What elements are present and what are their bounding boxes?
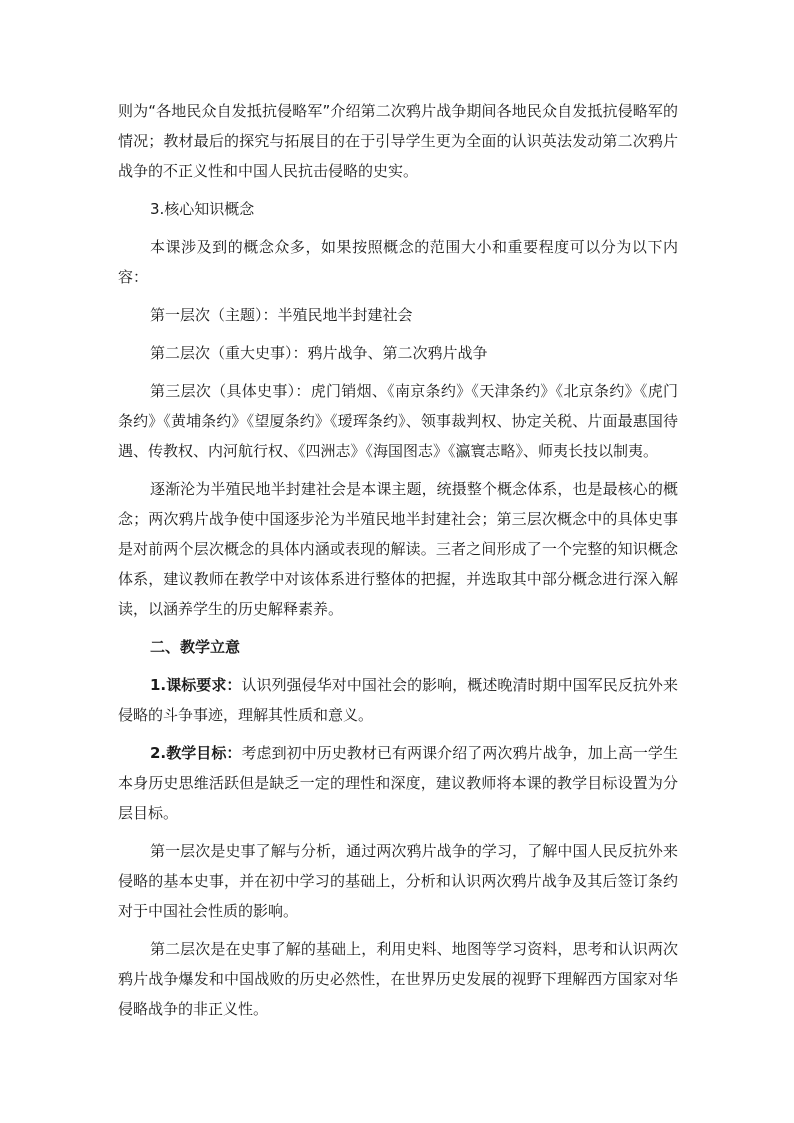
paragraph-curriculum-requirement	[118, 670, 678, 730]
label-teaching-goals: 2.教学目标：	[150, 744, 242, 762]
paragraph-teaching-goals	[118, 738, 678, 828]
paragraph-goal-level-one: 第一层次是史事了解与分析，通过两次鸦片战争的学习，了解中国人民反抗外来侵略的基本史事，并在初中学习的基础上，分析和认识两次鸦片战争及其后签订条约对于中国社会性质的影响。	[118, 842, 678, 920]
section-heading-teaching-intent: 二、教学立意	[150, 638, 241, 656]
paragraph-level-three: 第三层次（具体史事）：虎门销烟、《南京条约》《天津条约》《北京条约》《虎门条约》《黄埔条约》《望厦条约》《瑷珲条约》、领事裁判权、协定关税、片面最惠国待遇、传教权、内河航行权、《四洲志》《海国图志》《瀛寰志略》、师夷长技以制夷。	[118, 382, 678, 460]
section-title-core-concepts: 3.核心知识概念	[150, 200, 255, 218]
paragraph-level-one: 第一层次（主题）：半殖民地半封建社会	[150, 306, 413, 324]
document-body	[118, 96, 678, 1032]
text-curriculum-requirement: 认识列强侵华对中国社会的影响，概述晚清时期中国军民反抗外来侵略的斗争事迹，理解其性质和意义。	[118, 676, 678, 724]
label-curriculum-requirement: 1.课标要求：	[150, 676, 242, 694]
text-teaching-goals: 考虑到初中历史教材已有两课介绍了两次鸦片战争，加上高一学生本身历史思维活跃但是缺乏一定的理性和深度，建议教师将本课的教学目标设置为分层目标。	[118, 744, 678, 822]
paragraph-concepts-overview: 本课涉及到的概念众多，如果按照概念的范围大小和重要程度可以分为以下内容：	[118, 238, 678, 286]
paragraph-goal-level-two: 第二层次是在史事了解的基础上，利用史料、地图等学习资料，思考和认识两次鸦片战争爆发和中国战败的历史必然性，在世界历史发展的视野下理解西方国家对华侵略战争的非正义性。	[118, 940, 678, 1018]
paragraph-concept-system: 逐渐沦为半殖民地半封建社会是本课主题，统摄整个概念体系，也是最核心的概念；两次鸦片战争使中国逐步沦为半殖民地半封建社会；第三层次概念中的具体史事是对前两个层次概念的具体内涵或表现的解读。三者之间形成了一个完整的知识概念体系，建议教师在教学中对该体系进行整体的把握，并选取其中部分概念进行深入解读，以涵养学生的历史解释素养。	[118, 480, 678, 618]
paragraph-intro: 则为“各地民众自发抵抗侵略军”介绍第二次鸦片战争期间各地民众自发抵抗侵略军的情况；教材最后的探究与拓展目的在于引导学生更为全面的认识英法发动第二次鸦片战争的不正义性和中国人民抗击侵略的史实。	[118, 102, 678, 180]
paragraph-level-two: 第二层次（重大史事）：鸦片战争、第二次鸦片战争	[150, 344, 488, 362]
